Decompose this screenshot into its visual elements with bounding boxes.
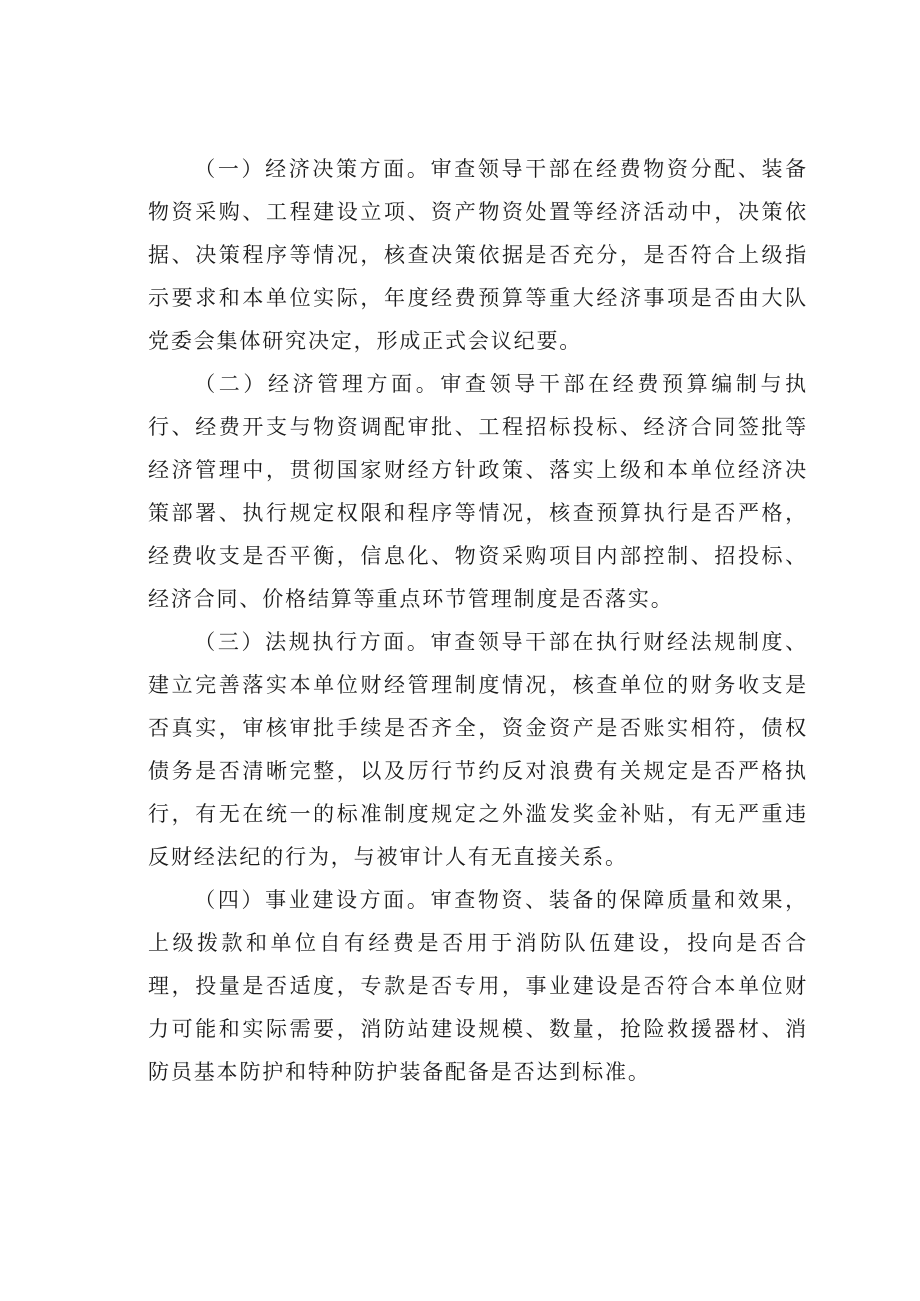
paragraph-economic-management: （二）经济管理方面。审查领导干部在经费预算编制与执行、经费开支与物资调配审批、工程招标投标、经济合同签批等经济管理中，贯彻国家财经方针政策、落实上级和本单位经济决策部署、执行规定权限和程序等情况，核查预算执行是否严格，经费收支是否平衡，信息化、物资采购项目内部控制、招投标、经济合同、价格结算等重点环节管理制度是否落实。 — [148, 372, 808, 611]
paragraph-regulation-execution: （三）法规执行方面。审查领导干部在执行财经法规制度、建立完善落实本单位财经管理制度情况，核查单位的财务收支是否真实，审核审批手续是否齐全，资金资产是否账实相符，债权债务是否清晰完整，以及厉行节约反对浪费有关规定是否严格执行，有无在统一的标准制度规定之外滥发奖金补贴，有无严重违反财经法纪的行为，与被审计人有无直接关系。 — [148, 630, 808, 869]
paragraph-economic-decision: （一）经济决策方面。审查领导干部在经费物资分配、装备物资采购、工程建设立项、资产物资处置等经济活动中，决策依据、决策程序等情况，核查决策依据是否充分，是否符合上级指示要求和本单位实际，年度经费预算等重大经济事项是否由大队党委会集体研究决定，形成正式会议纪要。 — [148, 157, 808, 353]
document-body — [148, 148, 808, 1094]
paragraph-career-construction: （四）事业建设方面。审查物资、装备的保障质量和效果，上级拨款和单位自有经费是否用于消防队伍建设，投向是否合理，投量是否适度，专款是否专用，事业建设是否符合本单位财力可能和实际需要，消防站建设规模、数量，抢险救援器材、消防员基本防护和特种防护装备配备是否达到标准。 — [148, 888, 808, 1084]
